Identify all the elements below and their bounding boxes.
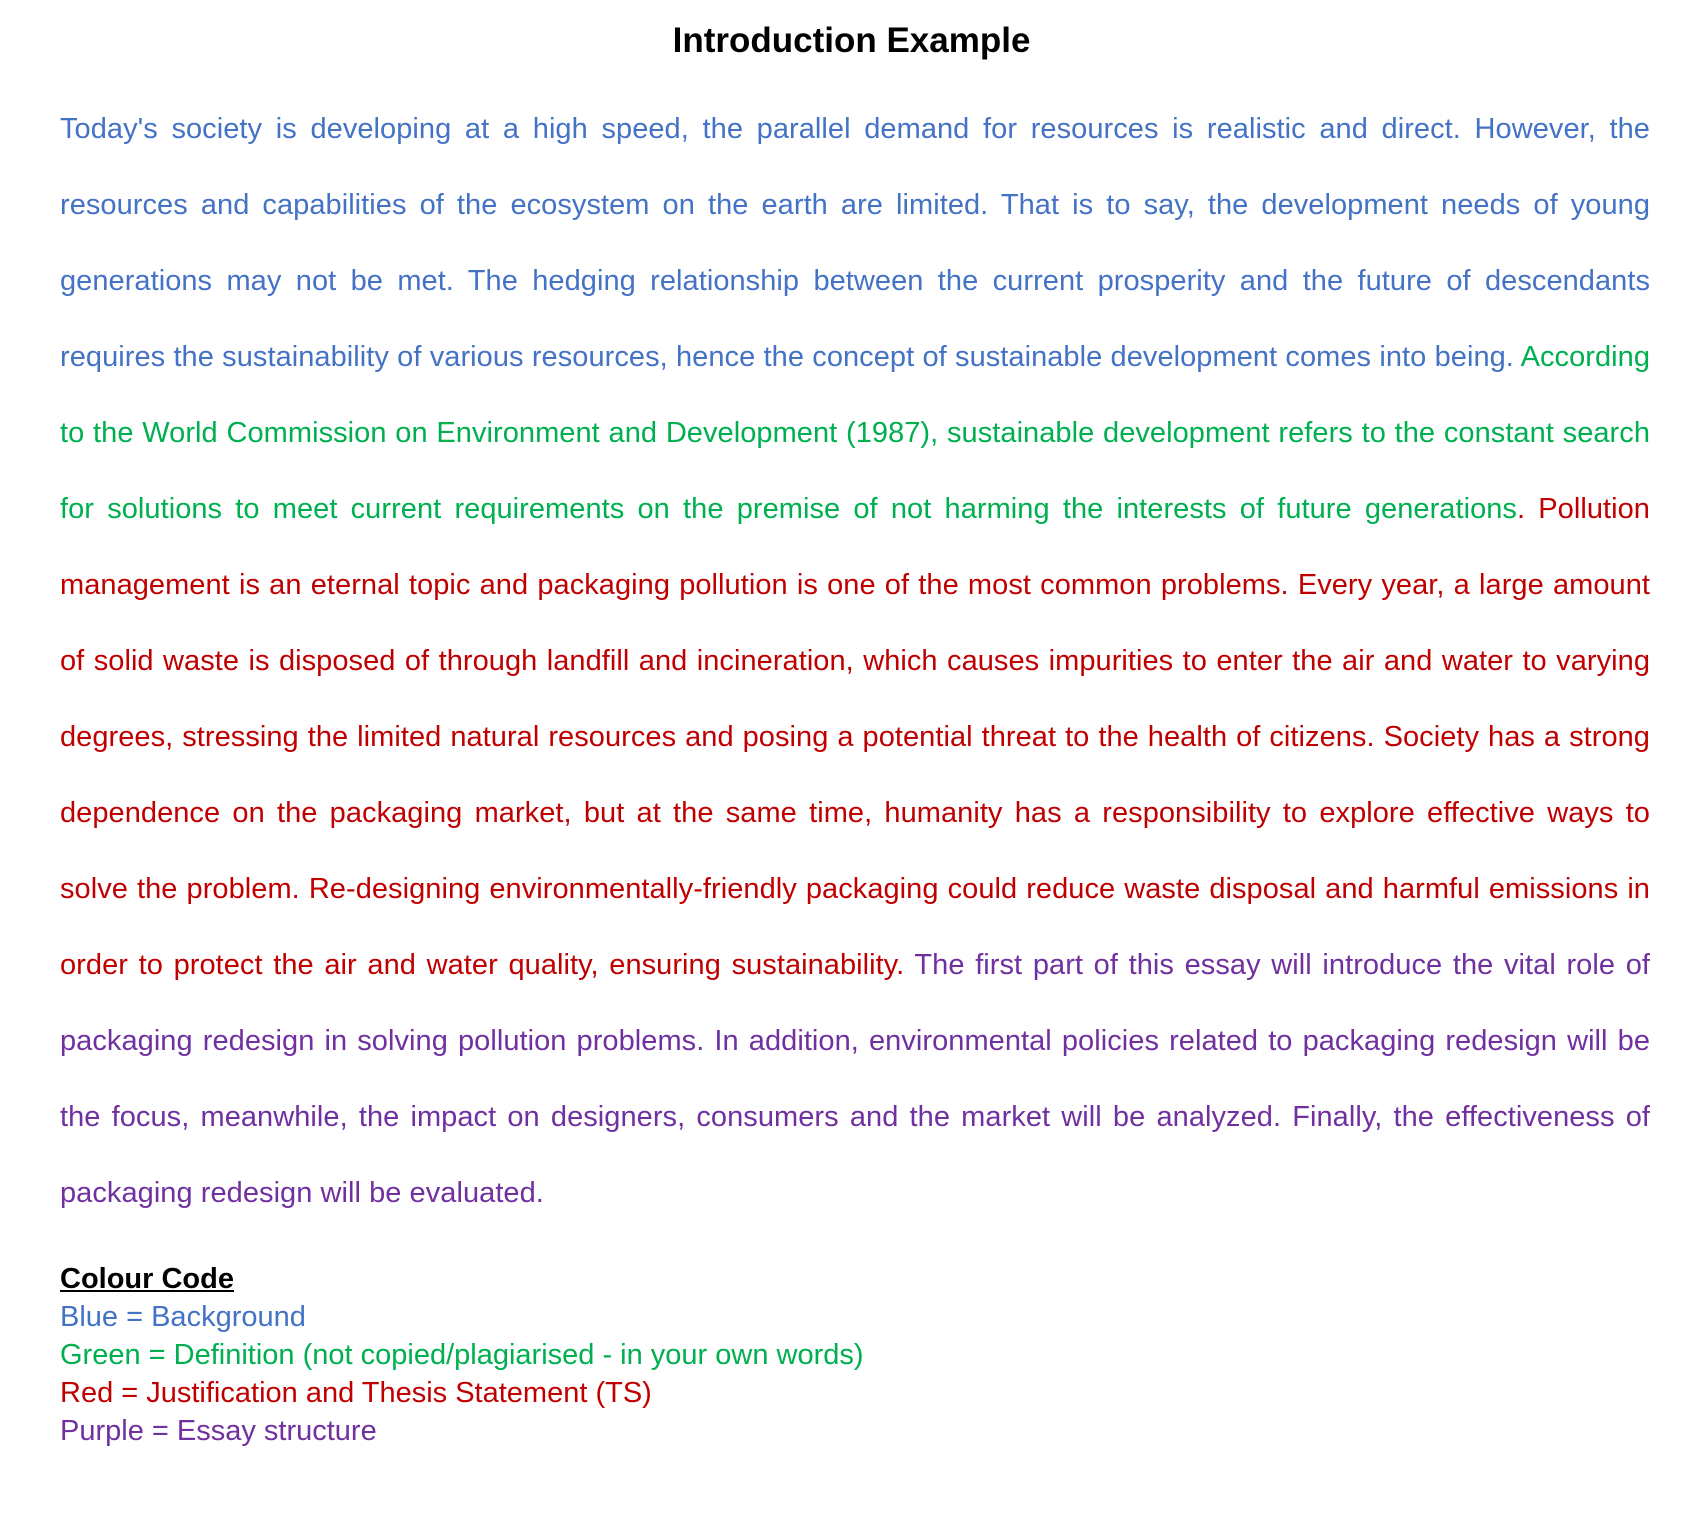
legend-heading: Colour Code [60, 1263, 234, 1295]
essay-paragraph [60, 91, 1650, 1231]
legend-item-blue: Blue = Background [60, 1301, 306, 1333]
legend-item-green: Green = Definition (not copied/plagiarised - in your own words) [60, 1339, 864, 1371]
justification-segment: . Pollution management is an eternal topic and packaging pollution is one of the most common problems. Every year, a large amount of solid waste is disposed of through landfill and incineration, which causes impurities to enter the air and water to varying degrees, stressing the limited natural resources and posing a potential threat to the health of citizens. Society has a strong dependence on the packaging market, but at the same time, humanity has a responsibility to explore effective ways to solve the problem. Re-designing environmentally-friendly packaging could reduce waste disposal and harmful emissions in order to protect the air and water quality, ensuring sustainability. [60, 493, 1650, 981]
colour-code-legend [60, 1260, 1643, 1450]
structure-segment: The first part of this essay will introduce the vital role of packaging redesign in solving pollution problems. In addition, environmental policies related to packaging redesign will be the focus, meanwhile, the impact on designers, consumers and the market will be analyzed. Finally, the effectiveness of packaging redesign will be evaluated. [60, 949, 1650, 1209]
legend-item-red: Red = Justification and Thesis Statement (TS) [60, 1377, 652, 1409]
background-segment: Today's society is developing at a high speed, the parallel demand for resources is realistic and direct. However, the resources and capabilities of the ecosystem on the earth are limited. That is to say, the development needs of young generations may not be met. The hedging relationship between the current prosperity and the future of descendants requires the sustainability of various resources, hence the concept of sustainable development comes into being. [60, 113, 1650, 373]
page-title: Introduction Example [672, 21, 1031, 60]
definition-segment: According to the World Commission on Environment and Development (1987), sustainable development refers to the constant search for solutions to meet current requirements on the premise of not harming the interests of future generations [60, 341, 1650, 525]
legend-item-purple: Purple = Essay structure [60, 1415, 377, 1447]
